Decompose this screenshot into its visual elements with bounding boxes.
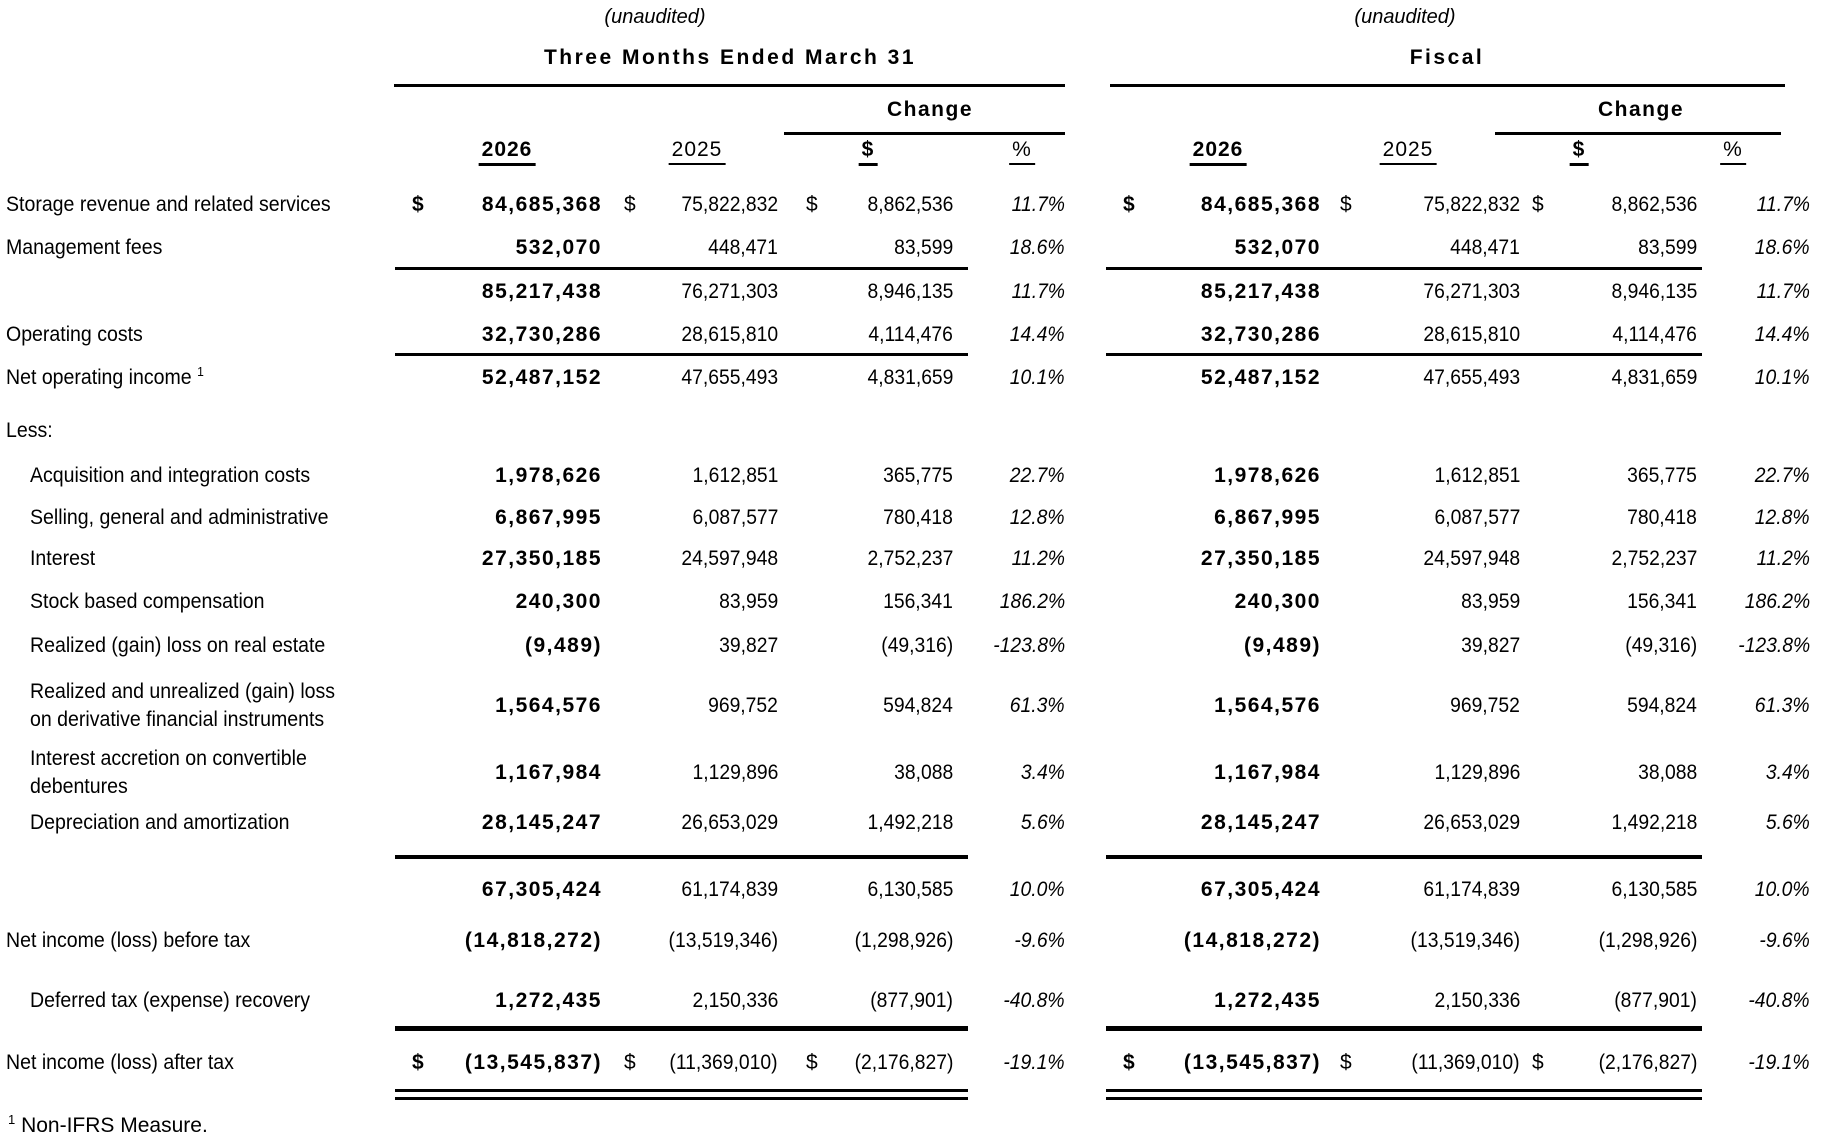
table-row (0, 624, 1823, 667)
column-header-dollar-left: $ (859, 138, 878, 166)
cell-fiscal-y2026: 1,272,435 (1214, 988, 1321, 1012)
cell-three_months-y2026: 28,145,247 (481, 810, 602, 834)
cell-fiscal-y2026: 52,487,152 (1200, 365, 1321, 389)
cell-fiscal-y2026: $ (13,545,837) (1123, 1049, 1321, 1077)
cell-three_months-y2026: 27,350,185 (481, 546, 602, 570)
row-label: Selling, general and administrative (30, 505, 329, 529)
cell-fiscal-y2025: 2,150,336 (1434, 988, 1520, 1012)
table-row (0, 409, 1823, 452)
cell-fiscal-y2025: 1,612,851 (1434, 463, 1520, 487)
cell-fiscal-y2025: 76,271,303 (1423, 279, 1520, 303)
cell-three_months-change_pct: -40.8% (1003, 988, 1065, 1012)
table-row (0, 537, 1823, 580)
cell-three_months-y2026: 1,564,576 (495, 693, 602, 717)
cell-fiscal-change_amt: 8,946,135 (1611, 279, 1697, 303)
currency-symbol: $ (806, 192, 818, 216)
cell-three_months-change_pct: 10.0% (1010, 877, 1065, 901)
column-header-dollar-right: $ (1570, 138, 1589, 166)
cell-three_months-y2025: 448,471 (708, 235, 778, 259)
cell-three_months-y2025: 26,653,029 (681, 810, 778, 834)
cell-three_months-y2025: (13,519,346) (668, 928, 778, 952)
cell-fiscal-y2025: 47,655,493 (1423, 365, 1520, 389)
cell-fiscal-y2025: 6,087,577 (1434, 505, 1520, 529)
cell-three_months-change_amt: (1,298,926) (854, 928, 953, 952)
currency-symbol: $ (1123, 1050, 1135, 1074)
cell-three_months-y2026: $ 84,685,368 (412, 191, 602, 219)
cell-fiscal-change_amt: 6,130,585 (1611, 877, 1697, 901)
cell-three_months-change_amt: $ (2,176,827) (806, 1049, 953, 1077)
currency-symbol: $ (806, 1050, 818, 1074)
row-label: Interest accretion on convertible debentures (30, 746, 307, 798)
table-row (0, 496, 1823, 539)
column-header-2026-left: 2026 (479, 138, 536, 166)
row-label: Depreciation and amortization (30, 810, 290, 834)
cell-three_months-change_pct: 11.7% (1011, 192, 1065, 216)
row-label: Net income (loss) after tax (6, 1050, 234, 1074)
cell-fiscal-y2025: 26,653,029 (1423, 810, 1520, 834)
currency-symbol: $ (624, 1050, 636, 1074)
currency-symbol: $ (624, 192, 636, 216)
cell-fiscal-change_amt: $ 8,862,536 (1532, 191, 1697, 219)
footnote-text: Non-IFRS Measure. (21, 1114, 208, 1137)
cell-fiscal-change_amt: 156,341 (1627, 589, 1697, 613)
cell-fiscal-y2026: 240,300 (1234, 589, 1321, 613)
change-rule-left (784, 132, 1065, 135)
cell-three_months-y2026: 67,305,424 (481, 877, 602, 901)
cell-three_months-y2026: (14,818,272) (464, 928, 602, 952)
cell-fiscal-change_amt: (877,901) (1614, 988, 1697, 1012)
row-label: Management fees (6, 235, 163, 259)
cell-fiscal-y2026: $ 84,685,368 (1123, 191, 1321, 219)
cell-three_months-y2025: 39,827 (718, 633, 778, 657)
cell-three_months-change_amt: 4,831,659 (867, 365, 953, 389)
table-row (0, 746, 1823, 798)
currency-symbol: $ (1340, 192, 1352, 216)
cell-three_months-change_pct: 61.3% (1010, 693, 1065, 717)
cell-three_months-y2026: 532,070 (515, 235, 602, 259)
cell-fiscal-change_pct: 11.2% (1756, 546, 1810, 570)
cell-three_months-y2026: 32,730,286 (481, 322, 602, 346)
row-label: Interest (30, 546, 96, 570)
table-row (0, 868, 1823, 911)
table-row (0, 979, 1823, 1022)
table-row (0, 183, 1823, 226)
currency-symbol: $ (1532, 192, 1544, 216)
row-label: Realized and unrealized (gain) loss on derivative financial instruments (30, 679, 336, 731)
cell-three_months-change_pct: 11.7% (1011, 279, 1065, 303)
table-row (0, 226, 1823, 269)
cell-fiscal-change_pct: 18.6% (1755, 235, 1810, 259)
cell-three_months-change_amt: 780,418 (883, 505, 953, 529)
double-underline (395, 1089, 968, 1092)
cell-three_months-change_amt: 8,946,135 (867, 279, 953, 303)
cell-fiscal-y2026: 1,167,984 (1214, 760, 1321, 784)
cell-three_months-change_amt: 1,492,218 (867, 810, 953, 834)
change-rule-right (1495, 132, 1781, 135)
cell-three_months-change_pct: -19.1% (1003, 1050, 1065, 1074)
currency-symbol: $ (1340, 1050, 1352, 1074)
cell-fiscal-y2025: 1,129,896 (1434, 760, 1520, 784)
total-rule (1106, 1026, 1702, 1031)
cell-three_months-change_amt: 156,341 (883, 589, 953, 613)
cell-three_months-y2026: 1,978,626 (495, 463, 602, 487)
cell-fiscal-y2025: 83,959 (1460, 589, 1520, 613)
cell-fiscal-change_amt: 365,775 (1627, 463, 1697, 487)
double-underline (395, 1097, 968, 1100)
cell-three_months-y2025: 28,615,810 (681, 322, 778, 346)
cell-three_months-y2025: 24,597,948 (681, 546, 778, 570)
table-row (0, 356, 1823, 399)
cell-fiscal-change_pct: 10.1% (1755, 365, 1810, 389)
cell-fiscal-y2026: 28,145,247 (1200, 810, 1321, 834)
currency-symbol: $ (412, 1050, 424, 1074)
cell-fiscal-change_pct: 22.7% (1755, 463, 1810, 487)
cell-fiscal-y2025: $ 75,822,832 (1340, 191, 1520, 219)
cell-three_months-change_pct: 3.4% (1020, 760, 1065, 784)
cell-fiscal-change_pct: 11.7% (1756, 279, 1810, 303)
cell-fiscal-change_amt: (49,316) (1625, 633, 1697, 657)
cell-three_months-change_pct: 14.4% (1010, 322, 1065, 346)
cell-three_months-change_amt: $ 8,862,536 (806, 191, 953, 219)
cell-fiscal-y2026: 67,305,424 (1200, 877, 1321, 901)
title-rule-left (394, 84, 1065, 87)
cell-fiscal-y2025: 28,615,810 (1423, 322, 1520, 346)
cell-three_months-y2026: 85,217,438 (481, 279, 602, 303)
cell-fiscal-change_pct: 61.3% (1755, 693, 1810, 717)
change-header-right: Change (1597, 98, 1685, 121)
cell-fiscal-change_amt: 83,599 (1637, 235, 1697, 259)
cell-three_months-y2025: 969,752 (708, 693, 778, 717)
cell-fiscal-y2025: 39,827 (1460, 633, 1520, 657)
double-underline (1106, 1089, 1702, 1092)
cell-three_months-y2025: 2,150,336 (692, 988, 778, 1012)
cell-three_months-y2026: $ (13,545,837) (412, 1049, 602, 1077)
column-header-2025-left: 2025 (669, 138, 726, 165)
cell-fiscal-y2025: 969,752 (1450, 693, 1520, 717)
cell-three_months-change_pct: 10.1% (1010, 365, 1065, 389)
cell-three_months-y2025: $ (11,369,010) (624, 1049, 778, 1077)
cell-three_months-change_amt: (877,901) (870, 988, 953, 1012)
cell-three_months-change_pct: -123.8% (993, 633, 1065, 657)
row-label: Net income (loss) before tax (6, 928, 251, 952)
table-row (0, 679, 1823, 731)
cell-three_months-y2025: 1,612,851 (692, 463, 778, 487)
cell-fiscal-change_pct: -9.6% (1759, 928, 1810, 952)
cell-fiscal-change_amt: (1,298,926) (1598, 928, 1697, 952)
cell-three_months-y2026: 52,487,152 (481, 365, 602, 389)
cell-three_months-change_pct: 186.2% (999, 589, 1065, 613)
cell-three_months-change_amt: 38,088 (893, 760, 953, 784)
change-header-left: Change (886, 98, 974, 121)
cell-fiscal-change_pct: 3.4% (1765, 760, 1810, 784)
cell-fiscal-y2025: 24,597,948 (1423, 546, 1520, 570)
table-row (0, 580, 1823, 623)
table-row (0, 1041, 1823, 1084)
cell-fiscal-y2026: 6,867,995 (1214, 505, 1321, 529)
footnote (8, 1112, 208, 1140)
currency-symbol: $ (1532, 1050, 1544, 1074)
cell-three_months-change_amt: 594,824 (883, 693, 953, 717)
subtotal-rule (1106, 855, 1702, 859)
cell-three_months-y2025: 1,129,896 (692, 760, 778, 784)
currency-symbol: $ (1123, 192, 1135, 216)
subtotal-rule (395, 855, 968, 859)
cell-fiscal-change_pct: 186.2% (1744, 589, 1810, 613)
currency-symbol: $ (412, 192, 424, 216)
row-label: Stock based compensation (30, 589, 265, 613)
row-label: Acquisition and integration costs (30, 463, 311, 487)
unaudited-note-left: (unaudited) (604, 6, 706, 28)
cell-fiscal-change_pct: 5.6% (1765, 810, 1810, 834)
table-row (0, 270, 1823, 313)
cell-fiscal-change_amt: 1,492,218 (1611, 810, 1697, 834)
column-header-2025-right: 2025 (1380, 138, 1437, 165)
cell-three_months-change_amt: 83,599 (893, 235, 953, 259)
cell-three_months-y2026: 6,867,995 (495, 505, 602, 529)
block-title-fiscal: Fiscal (1409, 46, 1485, 69)
cell-fiscal-change_pct: -40.8% (1748, 988, 1810, 1012)
cell-three_months-y2025: 76,271,303 (681, 279, 778, 303)
cell-fiscal-change_amt: 594,824 (1627, 693, 1697, 717)
cell-three_months-y2025: 6,087,577 (692, 505, 778, 529)
table-row (0, 313, 1823, 356)
cell-fiscal-change_pct: 12.8% (1755, 505, 1810, 529)
column-header-percent-left: % (1009, 138, 1035, 165)
cell-fiscal-y2025: $ (11,369,010) (1340, 1049, 1520, 1077)
cell-fiscal-change_pct: 11.7% (1756, 192, 1810, 216)
column-header-2026-right: 2026 (1190, 138, 1247, 166)
cell-fiscal-change_amt: 4,114,476 (1612, 322, 1697, 346)
cell-fiscal-change_amt: $ (2,176,827) (1532, 1049, 1697, 1077)
cell-three_months-change_amt: 365,775 (883, 463, 953, 487)
cell-three_months-y2025: 47,655,493 (681, 365, 778, 389)
title-rule-right (1110, 84, 1785, 87)
cell-three_months-change_pct: 22.7% (1010, 463, 1065, 487)
cell-fiscal-change_pct: 14.4% (1755, 322, 1810, 346)
column-header-percent-right: % (1720, 138, 1746, 165)
cell-fiscal-y2026: 532,070 (1234, 235, 1321, 259)
cell-three_months-y2026: (9,489) (524, 633, 602, 657)
cell-three_months-change_pct: 18.6% (1010, 235, 1065, 259)
total-rule (395, 1026, 968, 1031)
cell-fiscal-change_amt: 4,831,659 (1611, 365, 1697, 389)
cell-three_months-change_pct: 11.2% (1011, 546, 1065, 570)
cell-fiscal-y2026: 1,978,626 (1214, 463, 1321, 487)
cell-fiscal-y2025: 61,174,839 (1423, 877, 1520, 901)
cell-three_months-change_pct: 12.8% (1010, 505, 1065, 529)
cell-three_months-change_amt: 4,114,476 (868, 322, 953, 346)
row-label: Storage revenue and related services (6, 192, 331, 216)
row-label: Less: (6, 418, 53, 442)
unaudited-note-right: (unaudited) (1354, 6, 1456, 28)
cell-fiscal-y2025: (13,519,346) (1410, 928, 1520, 952)
cell-three_months-y2026: 240,300 (515, 589, 602, 613)
cell-fiscal-change_pct: -123.8% (1738, 633, 1810, 657)
cell-three_months-y2025: 83,959 (718, 589, 778, 613)
double-underline (1106, 1097, 1702, 1100)
row-label: Net operating income $^1$ (6, 363, 204, 389)
cell-fiscal-change_amt: 780,418 (1627, 505, 1697, 529)
cell-fiscal-y2026: (14,818,272) (1183, 928, 1321, 952)
cell-fiscal-change_pct: 10.0% (1755, 877, 1810, 901)
row-label: Realized (gain) loss on real estate (30, 633, 326, 657)
cell-fiscal-change_pct: -19.1% (1748, 1050, 1810, 1074)
table-row (0, 801, 1823, 844)
table-row (0, 454, 1823, 497)
cell-three_months-y2026: 1,272,435 (495, 988, 602, 1012)
cell-three_months-change_amt: 2,752,237 (867, 546, 953, 570)
cell-fiscal-y2025: 448,471 (1450, 235, 1520, 259)
cell-fiscal-y2026: 1,564,576 (1214, 693, 1321, 717)
cell-fiscal-change_amt: 2,752,237 (1611, 546, 1697, 570)
cell-fiscal-y2026: 27,350,185 (1200, 546, 1321, 570)
cell-three_months-change_amt: (49,316) (881, 633, 953, 657)
row-label: Operating costs (6, 322, 143, 346)
cell-fiscal-change_amt: 38,088 (1637, 760, 1697, 784)
cell-three_months-y2026: 1,167,984 (495, 760, 602, 784)
row-label: Deferred tax (expense) recovery (30, 988, 311, 1012)
cell-fiscal-y2026: 85,217,438 (1200, 279, 1321, 303)
cell-three_months-change_pct: 5.6% (1020, 810, 1065, 834)
cell-three_months-change_amt: 6,130,585 (867, 877, 953, 901)
cell-three_months-y2025: $ 75,822,832 (624, 191, 778, 219)
footnote-marker: 1 (8, 1112, 16, 1127)
cell-fiscal-y2026: 32,730,286 (1200, 322, 1321, 346)
block-title-three-months: Three Months Ended March 31 (543, 46, 917, 69)
cell-three_months-y2025: 61,174,839 (681, 877, 778, 901)
table-row (0, 919, 1823, 962)
cell-fiscal-y2026: (9,489) (1243, 633, 1321, 657)
cell-three_months-change_pct: -9.6% (1014, 928, 1065, 952)
